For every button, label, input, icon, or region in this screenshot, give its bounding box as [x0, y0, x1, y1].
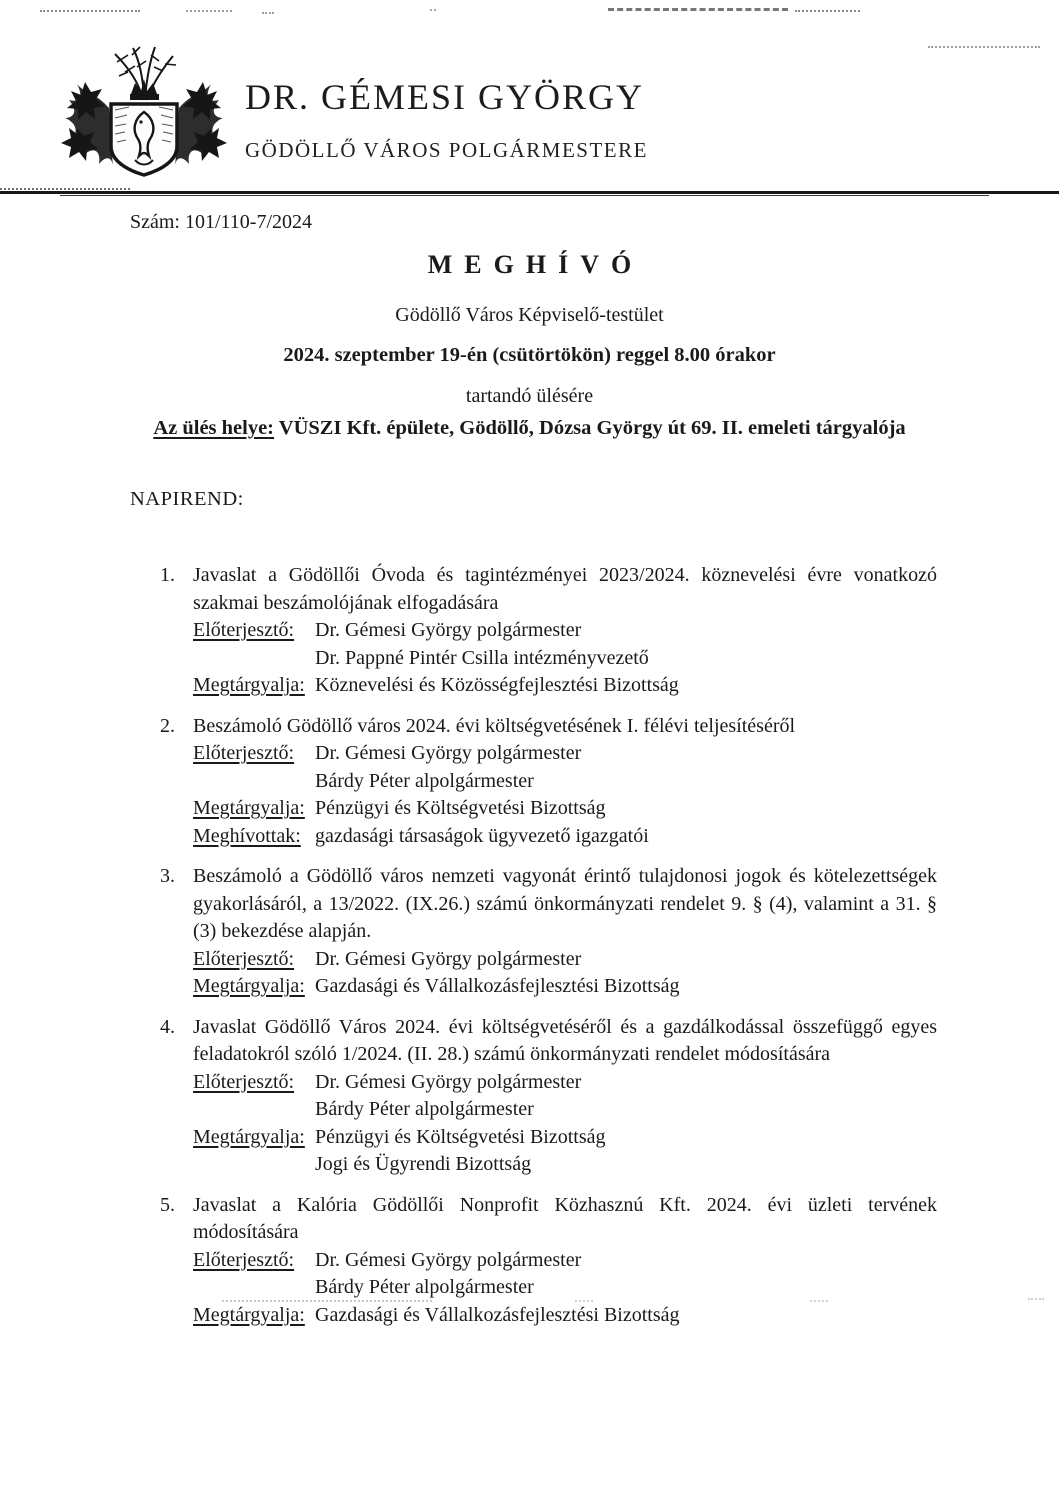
item-number: 4.	[160, 1015, 175, 1038]
detail-value: Dr. Gémesi György polgármester	[315, 1070, 582, 1093]
detail-value: Bárdy Péter alpolgármester	[315, 769, 534, 792]
reference-number: Szám: 101/110-7/2024	[130, 211, 313, 233]
detail-value: Pénzügyi és Költségvetési Bizottság	[315, 1125, 606, 1148]
venue-text: VÜSZI Kft. épülete, Gödöllő, Dózsa György út 69. II. emeleti tárgyalója	[278, 417, 906, 439]
item-number: 1.	[160, 564, 175, 586]
item-title: Javaslat Gödöllő Város 2024. évi költségvetéséről és a gazdálkodással összefüggő egyes feladatokról szóló 1/2024. (II. 28.) számú önkormányzati rendelet módosítására	[193, 1015, 937, 1065]
detail-label: Előterjesztő:	[193, 619, 295, 641]
item-title: Beszámoló a Gödöllő város nemzeti vagyonát érintő tulajdonosi jogok és kötelezettségek gyakorlásáról, a 13/2022. (IX.26.) számú önkormányzati rendelet 9. § (4), valamint a 31. § (3) bekezdése alapján.	[193, 865, 937, 942]
detail-row	[193, 1151, 937, 1179]
scan-artifact	[608, 8, 788, 11]
detail-value: Dr. Gémesi György polgármester	[315, 947, 582, 970]
detail-row	[193, 672, 937, 700]
detail-row	[193, 740, 937, 768]
agenda-item-2	[160, 713, 937, 851]
item-number: 5.	[160, 1193, 175, 1216]
item-title: Javaslat a Kalória Gödöllői Nonprofit Közhasznú Kft. 2024. évi üzleti tervének módosítására	[193, 1193, 937, 1243]
detail-label: Megtárgyalja:	[193, 1303, 305, 1326]
detail-label: Előterjesztő:	[193, 1070, 295, 1093]
scan-artifact	[40, 10, 140, 12]
letterhead-divider	[0, 191, 1059, 196]
detail-value: Dr. Pappné Pintér Csilla intézményvezető	[315, 646, 649, 669]
agenda-item-1	[160, 562, 937, 700]
detail-label	[193, 768, 315, 796]
detail-row	[193, 617, 937, 645]
detail-row	[193, 946, 937, 974]
detail-label: Megtárgyalja:	[193, 975, 305, 997]
mayor-role: GÖDÖLLŐ VÁROS POLGÁRMESTERE	[245, 138, 648, 162]
detail-value: Pénzügyi és Költségvetési Bizottság	[315, 797, 606, 819]
detail-value: Dr. Gémesi György polgármester	[315, 742, 582, 764]
detail-value: gazdasági társaságok ügyvezető igazgatói	[315, 824, 649, 847]
detail-row	[193, 1124, 937, 1152]
detail-row	[193, 823, 937, 851]
scan-artifact	[1028, 1298, 1044, 1300]
detail-value: Bárdy Péter alpolgármester	[315, 1098, 534, 1120]
letterhead-text	[245, 42, 648, 190]
item-number: 2.	[160, 714, 175, 737]
scan-artifact	[430, 9, 436, 11]
detail-value: Bárdy Péter alpolgármester	[315, 1276, 534, 1298]
venue-label: Az ülés helye:	[153, 417, 275, 439]
detail-value: Gazdasági és Vállalkozásfejlesztési Bizottság	[315, 1303, 680, 1326]
detail-value: Jogi és Ügyrendi Bizottság	[315, 1153, 532, 1175]
detail-row	[193, 1096, 937, 1124]
detail-label: Előterjesztő:	[193, 947, 295, 970]
detail-label: Megtárgyalja:	[193, 674, 305, 696]
letterhead	[55, 42, 648, 190]
detail-row	[193, 973, 937, 1001]
detail-row	[193, 795, 937, 823]
agenda-item-3	[160, 863, 937, 1001]
detail-row	[193, 1247, 937, 1275]
agenda-item-5	[160, 1192, 937, 1330]
scan-artifact	[928, 46, 1040, 48]
scan-artifact	[262, 12, 274, 14]
detail-row	[193, 1274, 937, 1302]
detail-value: Dr. Gémesi György polgármester	[315, 619, 582, 641]
detail-label: Előterjesztő:	[193, 742, 295, 764]
detail-value: Dr. Gémesi György polgármester	[315, 1248, 582, 1271]
detail-row	[193, 645, 937, 673]
item-title: Beszámoló Gödöllő város 2024. évi költségvetésének I. félévi teljesítéséről	[193, 714, 796, 737]
detail-row	[193, 1069, 937, 1097]
document-title: MEGHÍVÓ	[427, 250, 644, 279]
scan-artifact	[186, 10, 232, 12]
detail-row	[193, 1302, 937, 1330]
scan-artifact	[795, 10, 860, 12]
session-line: tartandó ülésére	[465, 385, 594, 407]
agenda-list	[160, 562, 937, 1342]
item-number: 3.	[160, 865, 175, 887]
agenda-item-4	[160, 1014, 937, 1179]
detail-value: Köznevelési és Közösségfejlesztési Bizottság	[315, 674, 679, 696]
meeting-venue-line	[0, 417, 1059, 440]
agenda-heading: NAPIREND:	[130, 488, 244, 510]
detail-row	[193, 768, 937, 796]
meeting-datetime: 2024. szeptember 19-én (csütörtökön) reggel 8.00 órakor	[283, 344, 776, 366]
detail-label	[193, 1096, 315, 1124]
detail-label	[193, 1151, 315, 1179]
detail-label	[193, 1274, 315, 1302]
detail-value: Gazdasági és Vállalkozásfejlesztési Bizottság	[315, 975, 680, 997]
detail-label	[193, 645, 315, 673]
mayor-name: DR. GÉMESI GYÖRGY	[245, 77, 645, 117]
detail-label: Megtárgyalja:	[193, 1125, 305, 1148]
detail-label: Megtárgyalja:	[193, 797, 305, 819]
item-title: Javaslat a Gödöllői Óvoda és tagintézményei 2023/2024. köznevelési évre vonatkozó szakmai beszámolójának elfogadására	[193, 564, 937, 614]
detail-label: Előterjesztő:	[193, 1248, 295, 1271]
detail-label: Meghívottak:	[193, 824, 301, 847]
addressee-line: Gödöllő Város Képviselő-testület	[395, 304, 664, 326]
coat-of-arms-icon	[55, 42, 233, 190]
